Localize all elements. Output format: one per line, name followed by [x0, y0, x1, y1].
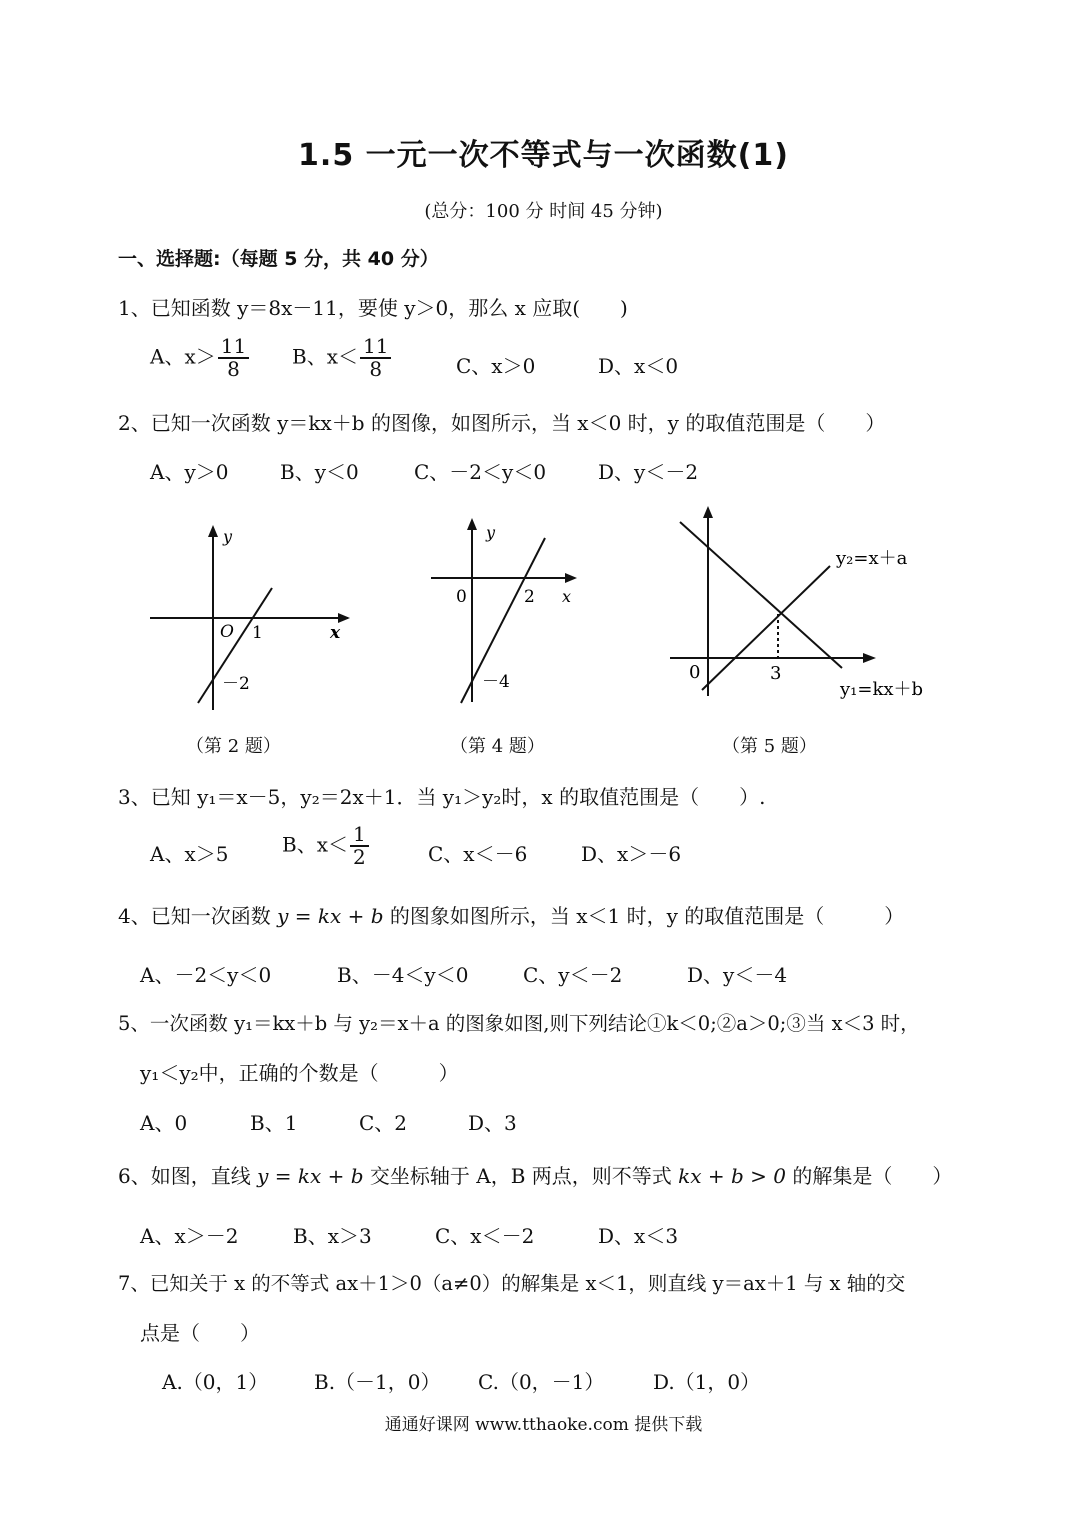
- origin-label: 0: [456, 587, 467, 607]
- y-intercept-label: －2: [222, 674, 250, 694]
- question-7-stem-line-2: 点是（ ）: [140, 1321, 260, 1345]
- question-4-stem: [118, 900, 904, 929]
- line-y2-label: y₂=x＋a: [836, 548, 908, 569]
- footer-source: 通通好课网 www.tthaoke.com 提供下载: [384, 1415, 703, 1435]
- tick-label: 3: [770, 663, 782, 684]
- y-axis-arrow: [208, 525, 218, 537]
- question-4-option-b: B、－4＜y＜0: [337, 963, 469, 987]
- question-7-option-c: C.（0，－1）: [478, 1370, 605, 1394]
- origin-label: O: [220, 622, 234, 642]
- figure-question-2: [140, 515, 360, 715]
- numerator: 11: [218, 336, 249, 359]
- figure-2-caption: （第 2 题）: [186, 736, 281, 757]
- question-1-option-d: D、x＜0: [598, 354, 679, 378]
- y-axis-label: y: [223, 527, 233, 546]
- stem-text: 6、如图，直线: [118, 1164, 258, 1188]
- exam-info: (总分：100 分 时间 45 分钟): [424, 201, 663, 222]
- y-axis-label: y: [486, 523, 496, 542]
- figure-4-caption: （第 4 题）: [450, 736, 545, 757]
- question-4-option-d: D、y＜－4: [687, 963, 788, 987]
- math-expression: y = kx + b: [257, 1164, 364, 1188]
- question-3-stem: 3、已知 y₁＝x－5，y₂＝2x＋1．当 y₁＞y₂时，x 的取值范围是（ ）.: [118, 785, 766, 809]
- question-5-stem-line-1: 5、一次函数 y₁＝kx＋b 与 y₂＝x＋a 的图象如图,则下列结论①k＜0;②a＞0;③当 x＜3 时，: [118, 1012, 920, 1035]
- stem-text: 的解集是（ ）: [786, 1164, 953, 1188]
- page-title: 1.5 一元一次不等式与一次函数(1): [298, 138, 789, 173]
- figure-5-caption: （第 5 题）: [722, 736, 817, 757]
- fraction: [350, 824, 369, 868]
- question-7-option-d: D.（1，0）: [653, 1370, 761, 1394]
- x-intercept-label: 2: [524, 587, 535, 607]
- origin-label: 0: [689, 662, 701, 683]
- line-y1-label: y₁=kx＋b: [840, 679, 924, 700]
- line-y1: [680, 522, 842, 668]
- math-expression: kx + b > 0: [678, 1164, 786, 1188]
- question-5-option-d: D、3: [468, 1111, 517, 1135]
- numerator: 1: [350, 824, 369, 847]
- question-3-option-a: A、x＞5: [150, 842, 229, 866]
- question-4-option-c: C、y＜－2: [523, 963, 623, 987]
- option-label: B、x＜: [292, 344, 358, 369]
- math-expression: y = kx + b: [277, 904, 384, 928]
- x-axis-label: x: [562, 587, 572, 606]
- question-4-option-a: A、－2＜y＜0: [140, 963, 272, 987]
- question-3-option-b: [282, 824, 369, 868]
- question-2-option-d: D、y＜－2: [598, 460, 699, 484]
- x-axis-label: x: [330, 623, 341, 643]
- question-7-stem-line-1: 7、已知关于 x 的不等式 ax＋1＞0（a≠0）的解集是 x＜1，则直线 y＝ax＋1 与 x 轴的交: [118, 1272, 906, 1295]
- x-axis-arrow: [338, 613, 350, 623]
- y-axis-arrow: [467, 518, 477, 530]
- question-2-option-b: B、y＜0: [280, 460, 359, 484]
- question-6-option-a: A、x＞－2: [140, 1224, 239, 1248]
- stem-text: 的图象如图所示，当 x＜1 时，y 的取值范围是（ ）: [383, 904, 905, 928]
- y-intercept-label: －4: [482, 672, 510, 692]
- question-6-option-c: C、x＜－2: [435, 1224, 535, 1248]
- figure-question-4: [425, 510, 595, 710]
- denominator: 2: [352, 845, 366, 869]
- question-5-stem-line-2: y₁＜y₂中，正确的个数是（ ）: [140, 1061, 459, 1085]
- denominator: 8: [369, 357, 383, 381]
- x-axis-arrow: [565, 573, 577, 583]
- numerator: 11: [360, 336, 391, 359]
- question-6-option-d: D、x＜3: [598, 1224, 679, 1248]
- question-5-option-a: A、0: [140, 1111, 188, 1135]
- line-y2: [702, 566, 830, 690]
- question-7-option-b: B.（－1，0）: [314, 1370, 441, 1394]
- question-1-option-a: [150, 336, 249, 380]
- section-heading: 一、选择题:（每题 5 分，共 40 分）: [118, 248, 439, 270]
- question-7-option-a: A.（0，1）: [162, 1370, 269, 1394]
- question-2-option-c: C、－2＜y＜0: [414, 460, 547, 484]
- fraction: [218, 336, 249, 380]
- question-3-option-c: C、x＜－6: [428, 842, 528, 866]
- question-1-option-b: [292, 336, 391, 380]
- question-1-stem: 1、已知函数 y＝8x－11，要使 y＞0，那么 x 应取( ): [118, 296, 628, 320]
- x-intercept-label: 1: [252, 623, 263, 643]
- question-6-stem: [118, 1160, 952, 1189]
- stem-text: 4、已知一次函数: [118, 904, 278, 928]
- question-3-option-d: D、x＞－6: [581, 842, 682, 866]
- question-5-option-b: B、1: [250, 1111, 298, 1135]
- figure-question-5: [660, 500, 950, 710]
- x-axis-arrow: [863, 653, 876, 663]
- question-2-stem: 2、已知一次函数 y＝kx＋b 的图像，如图所示，当 x＜0 时，y 的取值范围是（ ）: [118, 411, 886, 435]
- question-2-option-a: A、y＞0: [150, 460, 229, 484]
- stem-text: 交坐标轴于 A，B 两点，则不等式: [363, 1164, 679, 1188]
- option-label: A、x＞: [150, 344, 216, 369]
- denominator: 8: [227, 357, 240, 381]
- y-axis-arrow: [703, 506, 713, 518]
- question-5-option-c: C、2: [359, 1111, 408, 1135]
- fraction: [360, 336, 391, 380]
- question-6-option-b: B、x＞3: [293, 1224, 372, 1248]
- question-1-option-c: C、x＞0: [456, 354, 536, 378]
- option-label: B、x＜: [282, 832, 348, 857]
